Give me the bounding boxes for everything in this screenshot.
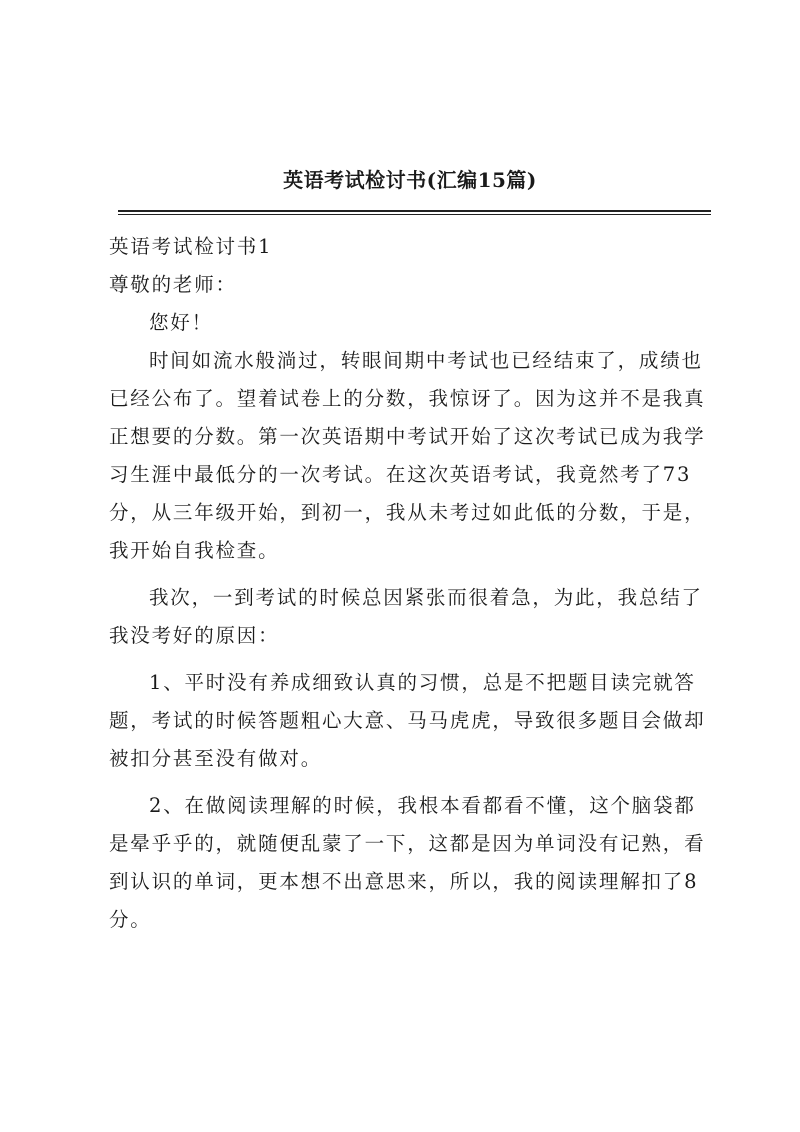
paragraph-line: 2、在做阅读理解的时候，我根本看都看不懂，这个脑袋都 — [149, 794, 696, 817]
paragraph-line: 正想要的分数。第一次英语期中考试开始了这次考试已成为我学 — [109, 425, 706, 448]
document-body — [109, 228, 709, 939]
paragraph-line: 我次，一到考试的时候总因紧张而很着急，为此，我总结了 — [149, 586, 703, 609]
paragraph-line: 是晕乎乎的，就随便乱蒙了一下，这都是因为单词没有记熟，看 — [109, 832, 706, 855]
title-divider-thin — [118, 214, 711, 215]
paragraph-line: 分。 — [109, 908, 152, 931]
paragraph-4 — [109, 787, 709, 825]
paragraph-line: 我没考好的原因： — [109, 624, 280, 647]
paragraph-1 — [109, 342, 709, 380]
paragraph-line: 时间如流水般淌过，转眼间期中考试也已经结束了，成绩也 — [149, 349, 703, 372]
paragraph-line: 题，考试的时候答题粗心大意、马马虎虎，导致很多题目会做却 — [109, 709, 706, 732]
paragraph-4-continued — [109, 825, 709, 939]
greeting: 您好！ — [149, 311, 213, 334]
title-divider-thick — [118, 210, 711, 212]
document-title: 英语考试检讨书(汇编15篇) — [283, 168, 537, 192]
paragraph-line: 习生涯中最低分的一次考试。在这次英语考试，我竟然考了73 — [109, 463, 692, 486]
paragraph-line: 到认识的单词，更本想不出意思来，所以，我的阅读理解扣了8 — [109, 870, 699, 893]
paragraph-line: 已经公布了。望着试卷上的分数，我惊讶了。因为这并不是我真 — [109, 387, 706, 410]
paragraph-line: 我开始自我检查。 — [109, 539, 280, 562]
paragraph-line: 1、平时没有养成细致认真的习惯，总是不把题目读完就答 — [149, 671, 696, 694]
paragraph-2 — [109, 579, 709, 617]
paragraph-3 — [109, 664, 709, 702]
paragraph-line: 分，从三年级开始，到初一，我从未考过如此低的分数，于是， — [109, 501, 706, 524]
paragraph-2-continued — [109, 617, 709, 655]
salutation: 尊敬的老师： — [109, 273, 237, 296]
paragraph-1-continued — [109, 380, 709, 570]
section-heading: 英语考试检讨书1 — [109, 235, 273, 258]
paragraph-3-continued — [109, 702, 709, 778]
paragraph-line: 被扣分甚至没有做对。 — [109, 747, 323, 770]
